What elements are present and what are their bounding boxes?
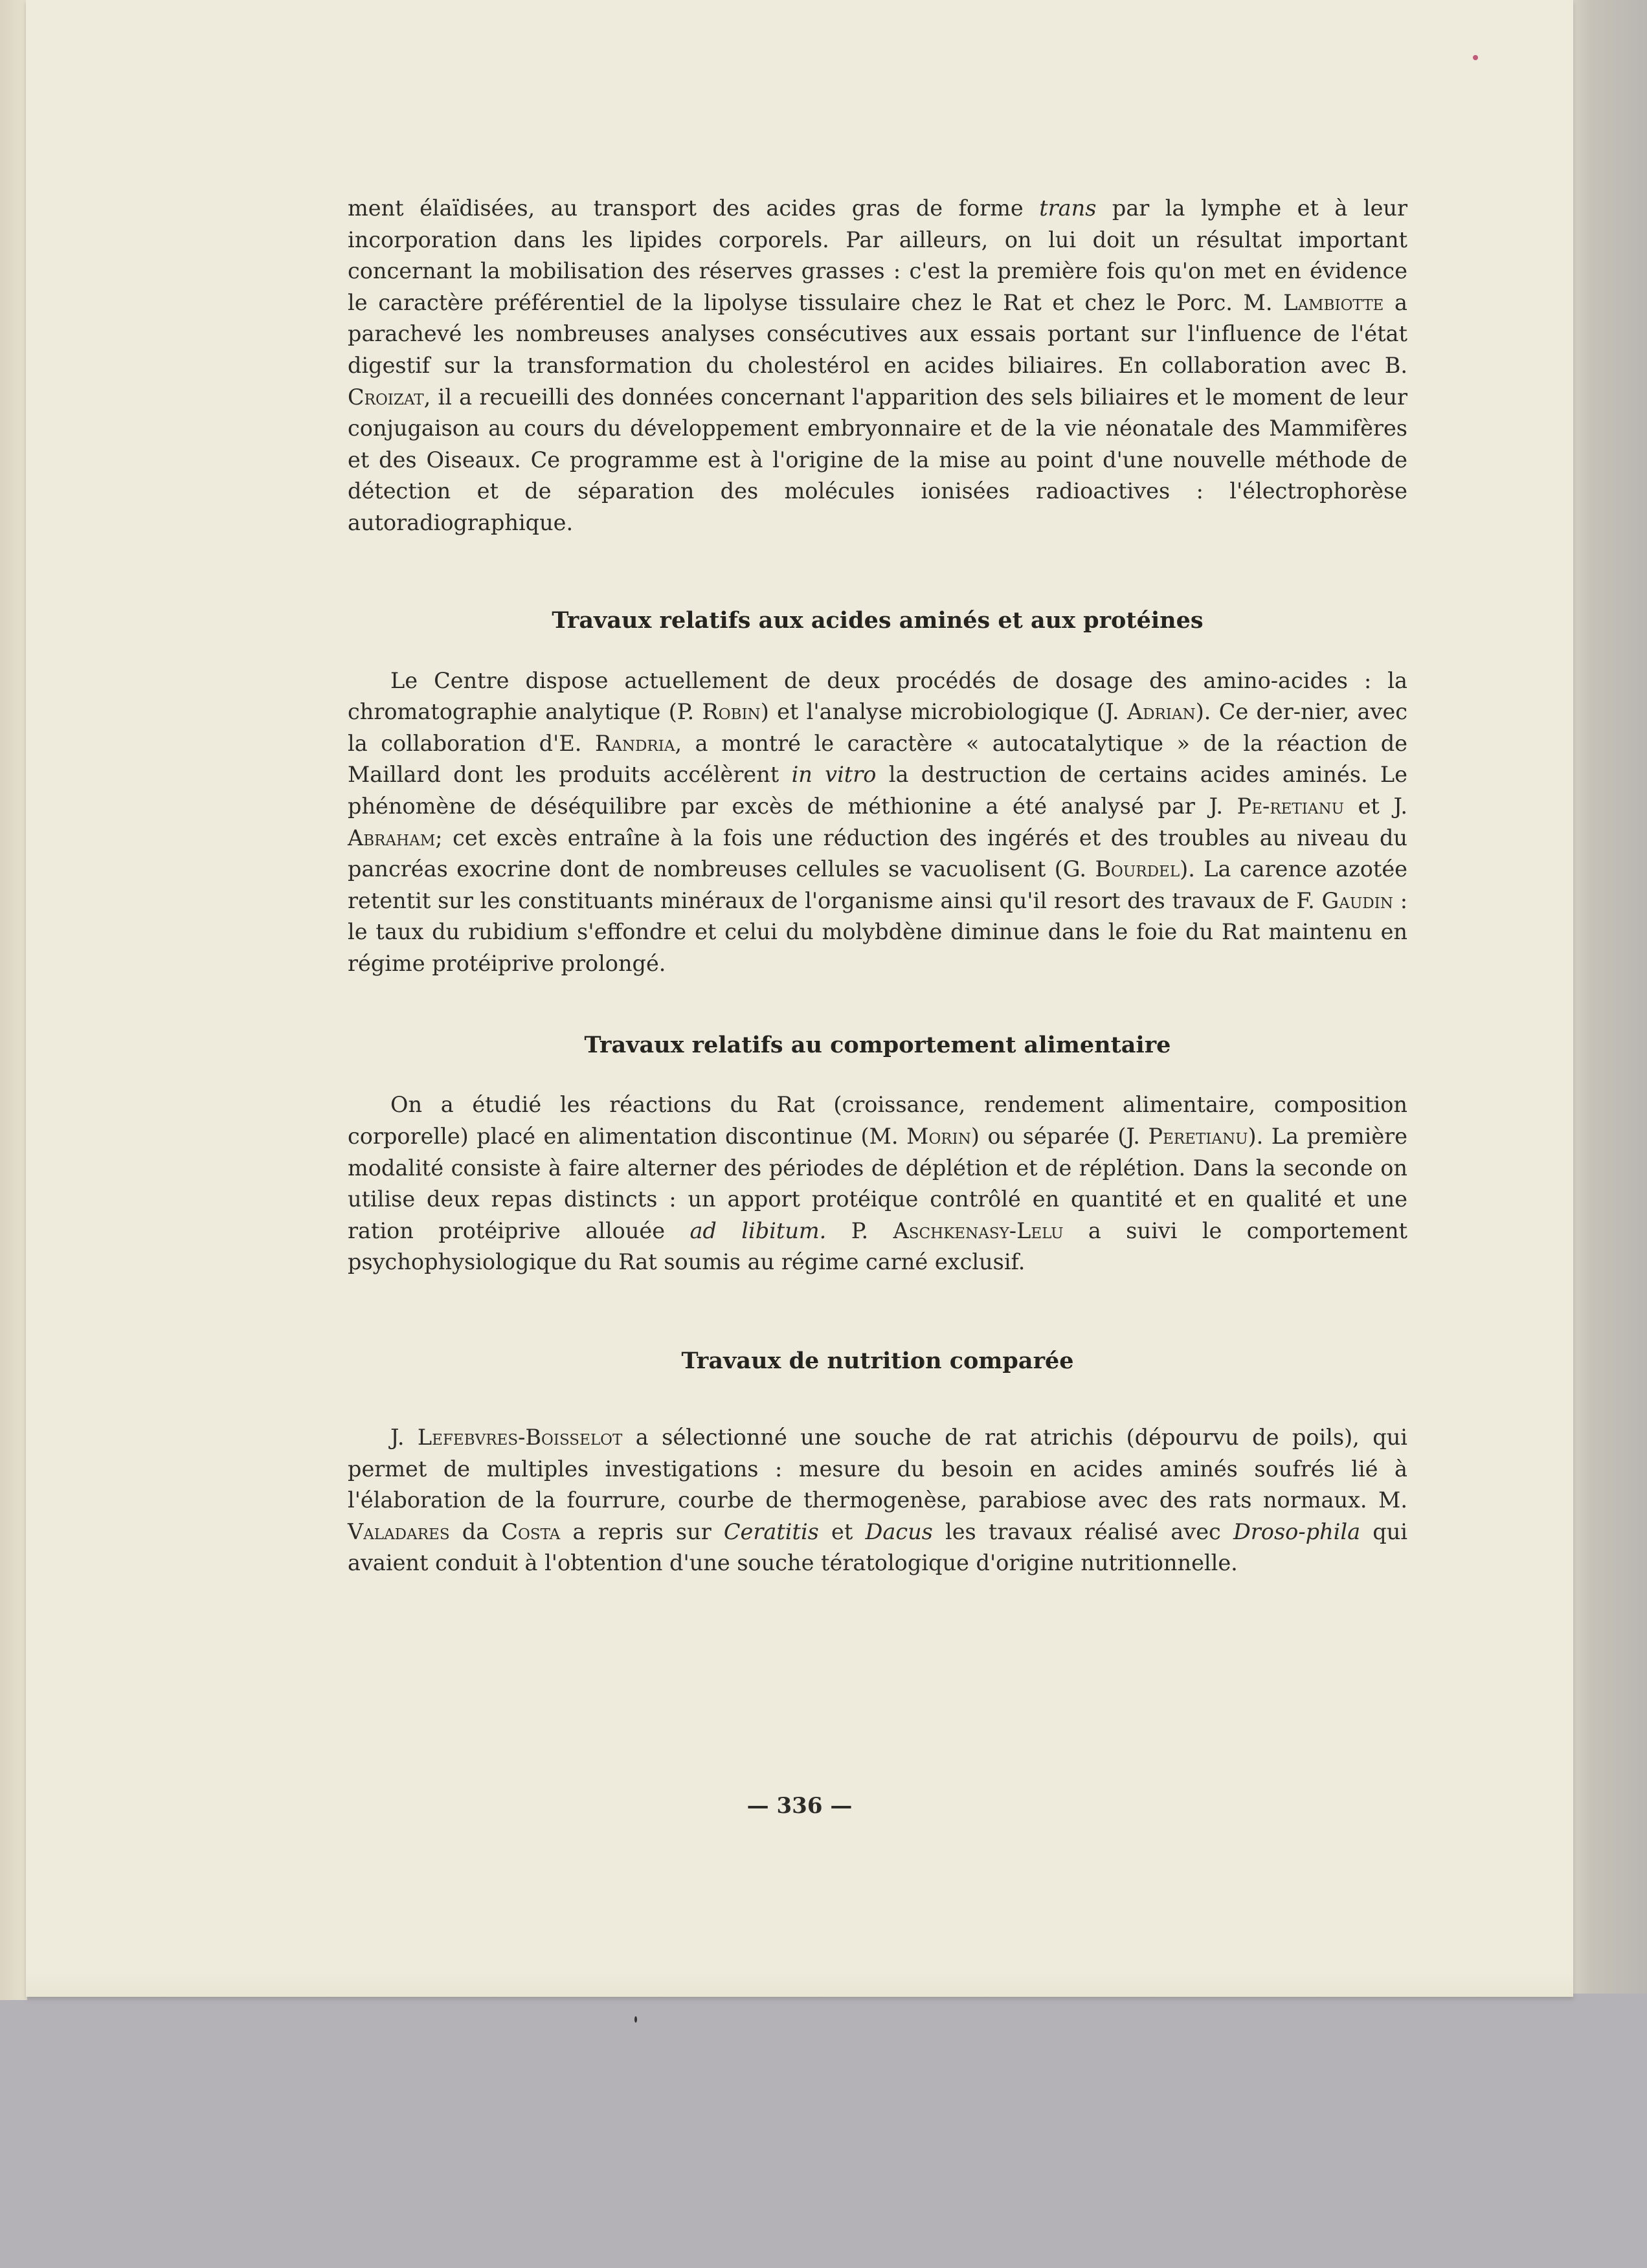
- section-heading: Travaux de nutrition comparée: [681, 1348, 1074, 1375]
- text-run: a parachevé les nombreuses analyses consécutives aux essais portant sur l'influence de l'état digestif sur la transformation du cholestérol en acides biliaires. En collaboration avec B.: [348, 289, 1407, 378]
- author-name: Aschkenasy-Lelu: [893, 1217, 1064, 1243]
- text-run: P.: [826, 1217, 893, 1243]
- author-name: Peretianu: [1148, 1124, 1248, 1150]
- text-run: la destruction de certains acides aminés. Le phénomène de déséquilibre par excès de méthionine a été analysé par J.: [348, 762, 1407, 819]
- author-name: Pe-retianu: [1237, 793, 1344, 819]
- author-name: Croizat: [348, 384, 424, 410]
- text-run: ; cet excès entraîne à la fois une réduction des ingérés et des troubles au niveau du pancréas exocrine dont de nombreuses cellules se vacuolisent (G.: [348, 825, 1407, 882]
- italic-term: Dacus: [865, 1518, 933, 1544]
- section-nutrition-comparee: [348, 1346, 1407, 1579]
- text-run: et J.: [1343, 793, 1408, 819]
- page-gutter-shadow: [1567, 0, 1647, 1994]
- italic-term: Droso-phila: [1233, 1518, 1361, 1544]
- text-run: ). Ce der-nier, avec la collaboration d'E.: [348, 699, 1407, 756]
- book-page: [26, 0, 1573, 1997]
- italic-term: in vitro: [791, 762, 877, 788]
- text-run: On a étudié les réactions du Rat (croissance, rendement alimentaire, composition corporelle) placé en alimentation discontinue (M.: [348, 1092, 1407, 1150]
- text-run: , a montré le caractère « autocatalytique » de la réaction de Maillard dont les produits accélèrent: [348, 730, 1408, 788]
- text-run: a sélectionné une souche de rat atrichis (dépourvu de poils), qui permet de multiples investigations : mesure du besoin en acides aminés soufrés lié à l'élaboration de la fourrure, courbe de thermogenèse, parabiose avec des rats normaux. M.: [348, 1425, 1407, 1513]
- section-acides-amines: [348, 605, 1407, 980]
- text-run: qui avaient conduit à l'obtention d'une souche tératologique d'origine nutritionnelle.: [348, 1518, 1407, 1576]
- author-name: Morin: [906, 1124, 971, 1150]
- italic-term: trans: [1039, 195, 1097, 221]
- text-run: da: [449, 1518, 502, 1544]
- author-name: Robin: [702, 699, 761, 725]
- italic-term: ad libitum.: [689, 1217, 827, 1243]
- text-run: : le taux du rubidium s'effondre et celui du molybdène diminue dans le foie du Rat maintenu en régime protéiprive prolongé.: [348, 887, 1407, 976]
- paragraph: [348, 1089, 1407, 1278]
- text-run: a suivi le comportement psychophysiologique du Rat soumis au régime carné exclusif.: [348, 1217, 1407, 1275]
- text-run: ). La carence azotée retentit sur les constituants minéraux de l'organisme ainsi qu'il resort des travaux de F.: [348, 856, 1407, 913]
- text-run: J.: [390, 1425, 418, 1451]
- text-column: [348, 193, 1407, 1579]
- text-run: ment élaïdisées, au transport des acides gras de forme: [348, 195, 1040, 221]
- text-run: les travaux réalisé avec: [932, 1518, 1233, 1544]
- author-name: Valadares: [348, 1518, 450, 1544]
- text-run: a repris sur: [560, 1518, 724, 1544]
- text-run: ). La première modalité consiste à faire alterner des périodes de déplétion et de réplétion. Dans la seconde on utilise deux repas distincts : un apport protéique contrôlé en quantité et en qualité et une ration protéiprive allouée: [348, 1124, 1407, 1243]
- text-run: ) et l'analyse microbiologique (J.: [760, 699, 1127, 725]
- text-run: et: [818, 1518, 866, 1544]
- paragraph: [348, 1422, 1407, 1579]
- author-name: Abraham: [348, 825, 436, 850]
- section-heading: Travaux relatifs au comportement alimentaire: [584, 1032, 1171, 1059]
- author-name: Adrian: [1126, 699, 1196, 725]
- page-number: — 336 —: [746, 1793, 853, 1819]
- ink-speck: [1473, 55, 1478, 60]
- author-name: Costa: [501, 1518, 561, 1544]
- paragraph: [348, 665, 1407, 980]
- ink-speck: [634, 2016, 637, 2023]
- text-run: par la lymphe et à leur incorporation dans les lipides corporels. Par ailleurs, on lui doit un résultat important concernant la mobilisation des réserves grasses : c'est la première fois qu'on met en évidence le caractère préférentiel de la lipolyse tissulaire chez le Rat et chez le Porc. M.: [348, 195, 1407, 315]
- author-name: Bourdel: [1095, 856, 1180, 882]
- text-run: , il a recueilli des données concernant l'apparition des sels biliaires et le moment de leur conjugaison au cours du développement embryonnaire et de la vie néonatale des Mammifères et des Oiseaux. Ce programme est à l'origine de la mise au point d'une nouvelle méthode de détection et de séparation des molécules ionisées radioactives : l'électrophorèse autoradiographique.: [348, 384, 1407, 535]
- section-comportement-alimentaire: [348, 1030, 1407, 1278]
- author-name: Lambiotte: [1283, 289, 1384, 315]
- italic-term: Ceratitis: [723, 1518, 819, 1544]
- author-name: Gaudin: [1321, 887, 1393, 913]
- section-heading: Travaux relatifs aux acides aminés et aux protéines: [552, 606, 1204, 634]
- section-intro-continuation: [348, 193, 1407, 539]
- paragraph: [348, 193, 1407, 539]
- author-name: Randria: [595, 730, 675, 756]
- book-spine-edge: [0, 0, 27, 2000]
- author-name: Lefebvres-Boisselot: [417, 1425, 623, 1451]
- text-run: ) ou séparée (J.: [970, 1124, 1148, 1150]
- text-run: Le Centre dispose actuellement de deux procédés de dosage des amino-acides : la chromatographie analytique (P.: [348, 667, 1407, 725]
